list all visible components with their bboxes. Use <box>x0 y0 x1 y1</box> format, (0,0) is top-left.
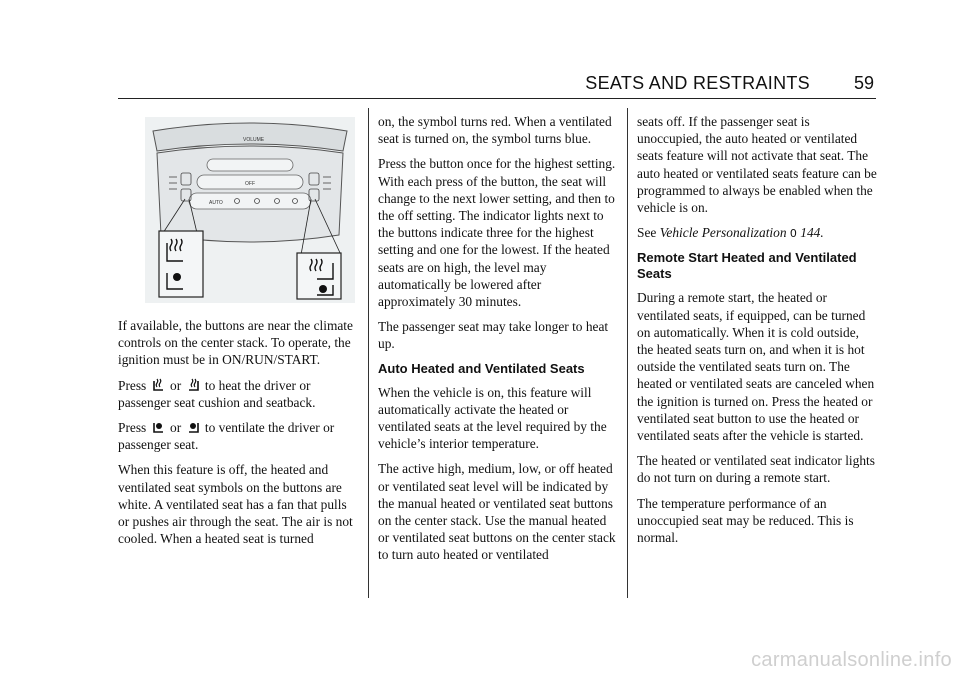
column-1 <box>118 113 358 555</box>
paragraph: The heated or ventilated seat indicator lights do not turn on during a remote start. <box>637 453 875 486</box>
volume-label: VOLUME <box>243 137 265 143</box>
text-segment: See <box>637 225 657 241</box>
climate-control-illustration <box>145 117 355 303</box>
heated-seat-passenger-icon <box>187 378 200 392</box>
ventilated-seat-driver-icon <box>152 420 165 434</box>
paragraph: If available, the buttons are near the climate controls on the center stack. To operate, the ignition must be in ON/RUN/START. <box>118 318 353 368</box>
text-segment: or <box>170 420 182 436</box>
cross-reference <box>637 224 877 242</box>
paragraph: The active high, medium, low, or off heated or ventilated seat level will be indicated by the manual heated or ventilated seat buttons on the center stack. Use the manual heated or ventilated seat buttons on the center stack to turn auto heated or ventilated <box>378 461 616 563</box>
climate-control-figure <box>145 117 355 303</box>
page-number: 59 <box>853 73 874 93</box>
paragraph: When the vehicle is on, this feature will automatically activate the heated or ventilated seats at the level required by the vehicle’s interior temperature. <box>378 384 607 452</box>
paragraph: When this feature is off, the heated and ventilated seat symbols on the buttons are white. A ventilated seat has a fan that pulls or pushes air through the seat. The air is not cooled. When a heated seat is turned <box>118 462 353 547</box>
text-segment: or <box>170 377 182 393</box>
text-segment: Press <box>118 420 147 436</box>
section-heading: Remote Start Heated and Ventilated Seats <box>637 250 857 282</box>
watermark: carmanualsonline.info <box>751 649 952 671</box>
text-segment: Press <box>118 377 147 393</box>
text-segment: to heat the driver or passenger seat cushion and seatback. <box>118 377 316 410</box>
page-reference[interactable]: 144. <box>800 225 824 241</box>
paragraph: The passenger seat may take longer to heat up. <box>378 319 609 352</box>
auto-label: AUTO <box>209 200 223 206</box>
paragraph: seats off. If the passenger seat is unoccupied, the auto heated or ventilated seats feature will not activate that seat. The auto heated or ventilated seats feature can be programmed to always be enabled when the vehicle is on. <box>637 114 877 216</box>
section-heading: Auto Heated and Ventilated Seats <box>378 360 585 376</box>
text-segment: to ventilate the driver or passenger seat. <box>118 420 335 453</box>
paragraph-ventilate-instructions <box>118 419 358 453</box>
cross-reference-link[interactable]: Vehicle Personalization <box>659 225 787 241</box>
paragraph-heat-instructions <box>118 377 358 411</box>
column-divider <box>368 108 369 598</box>
column-2 <box>378 113 618 572</box>
ventilated-seat-passenger-icon <box>187 420 200 434</box>
page-reference-icon: 0 <box>789 227 797 241</box>
heated-seat-driver-icon <box>152 378 165 392</box>
paragraph: The temperature performance of an unoccupied seat may be reduced. This is normal. <box>637 495 854 546</box>
paragraph: During a remote start, the heated or ventilated seats, if equipped, can be turned on automatically. When it is cold outside, the heated seats turn on, and when it is hot outside the ventilated seats turn on. The heated or ventilated seats are canceled when the ignition is turned on. Press the heated or ventilated seat button to use the heated or ventilated seats after the vehicle is started. <box>637 290 875 444</box>
column-divider <box>627 108 628 598</box>
paragraph: Press the button once for the highest setting. With each press of the button, the seat will change to the next lower setting, and then to the off setting. The indicator lights next to the buttons indicate three for the highest setting and one for the lowest. If the heated seats are on high, the level may automatically be lowered after approximately 30 minutes. <box>378 156 616 310</box>
page-header <box>118 70 876 99</box>
column-3 <box>637 113 877 554</box>
paragraph: on, the symbol turns red. When a ventilated seat is turned on, the symbol turns blue. <box>378 114 612 147</box>
section-title: SEATS AND RESTRAINTS <box>585 73 810 93</box>
off-label: OFF <box>245 181 255 187</box>
